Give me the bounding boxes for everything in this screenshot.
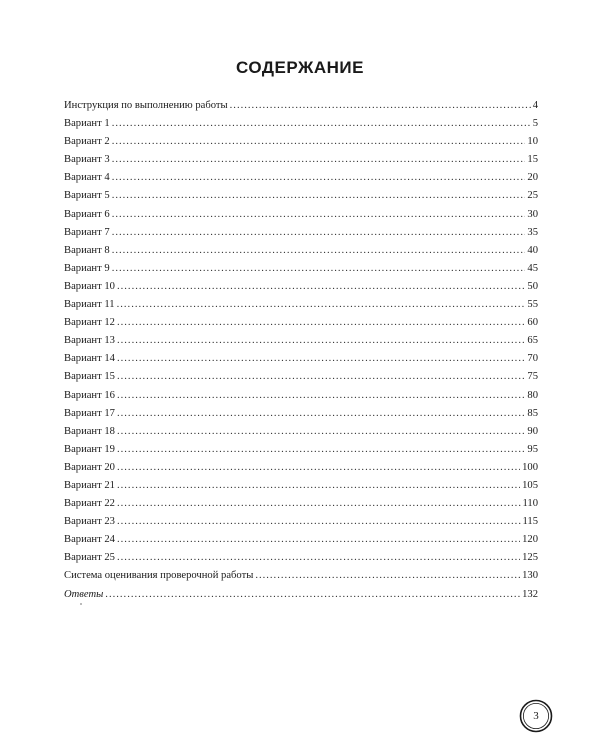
toc-entry-page: 100 (522, 461, 538, 473)
toc-dot-leader (117, 296, 526, 314)
toc-entry-page: 60 (527, 317, 538, 329)
toc-entry-page: 45 (527, 262, 538, 274)
toc-entry-page: 130 (522, 570, 538, 582)
toc-entry-label: Вариант 15 (64, 371, 115, 383)
toc-entry (64, 115, 538, 133)
toc-entry (64, 350, 538, 368)
toc-entry (64, 296, 538, 314)
toc-entry-page: 15 (527, 154, 538, 166)
toc-entry-page: 30 (527, 208, 538, 220)
toc-entry (64, 151, 538, 169)
toc-dot-leader (230, 97, 531, 115)
toc-entry-label: Вариант 7 (64, 226, 110, 238)
toc-dot-leader (112, 151, 526, 169)
toc-entry-page: 65 (527, 335, 538, 347)
toc-entry (64, 567, 538, 585)
toc-entry-label: Вариант 2 (64, 136, 110, 148)
toc-dot-leader (117, 549, 520, 567)
toc-entry-label: Система оценивания проверочной работы (64, 570, 254, 582)
toc-dot-leader (117, 477, 520, 495)
toc-entry (64, 332, 538, 350)
toc-entry-page: 80 (527, 389, 538, 401)
toc-entry (64, 441, 538, 459)
toc-entry-page: 40 (527, 244, 538, 256)
toc-entry-page: 20 (527, 172, 538, 184)
toc-entry-label: Вариант 11 (64, 299, 115, 311)
toc-entry-label: Вариант 24 (64, 534, 115, 546)
toc-dot-leader (117, 314, 525, 332)
toc-entry-label: Вариант 3 (64, 154, 110, 166)
toc-entry-page: 105 (522, 479, 538, 491)
toc-entry (64, 133, 538, 151)
toc-dot-leader (112, 224, 526, 242)
toc-entry (64, 387, 538, 405)
toc-entry-label: Вариант 20 (64, 461, 115, 473)
toc-entry (64, 405, 538, 423)
toc-entry (64, 187, 538, 205)
toc-dot-leader (117, 459, 520, 477)
toc-entry-page: 95 (527, 443, 538, 455)
toc-entry-page: 55 (527, 299, 538, 311)
toc-entry-page: 132 (522, 588, 538, 600)
toc-entry-label: Вариант 21 (64, 479, 115, 491)
toc-entry-page: 115 (522, 516, 538, 528)
toc-dot-leader (112, 115, 531, 133)
toc-dot-leader (117, 495, 521, 513)
toc-entry-page: 10 (527, 136, 538, 148)
toc-entry-label: Вариант 25 (64, 552, 115, 564)
toc-entry-page: 4 (532, 100, 538, 111)
toc-entry-label: Вариант 18 (64, 425, 115, 437)
page-number: 3 (533, 710, 539, 722)
toc-dot-leader (117, 405, 525, 423)
page-number-badge (519, 699, 553, 733)
toc-dot-leader (112, 242, 526, 260)
toc-dot-leader (117, 332, 525, 350)
toc-dot-leader (112, 133, 526, 151)
toc-entry (64, 495, 538, 513)
toc-entry-label: Ответы (64, 588, 104, 600)
toc-dot-leader (117, 531, 520, 549)
toc-entry-label: Вариант 6 (64, 208, 110, 220)
toc-dot-leader (117, 423, 525, 441)
toc-entry (64, 549, 538, 567)
toc-entry-page: 25 (527, 190, 538, 202)
page-title: СОДЕРЖАНИЕ (236, 58, 364, 77)
toc-entry-label: Вариант 23 (64, 516, 115, 528)
toc-entry-page: 85 (527, 407, 538, 419)
toc-entry-label: Вариант 12 (64, 317, 115, 329)
toc-dot-leader (117, 350, 525, 368)
toc-entry-label: Вариант 13 (64, 335, 115, 347)
toc-dot-leader (117, 387, 525, 405)
toc-dot-leader (117, 513, 521, 531)
toc-entry-label: Вариант 17 (64, 407, 115, 419)
toc-dot-leader (112, 169, 526, 187)
toc-entry-page: 120 (522, 534, 538, 546)
toc-entry-page: 110 (522, 498, 538, 510)
toc-entry (64, 423, 538, 441)
toc-entry (64, 368, 538, 386)
table-of-contents (64, 97, 538, 604)
toc-dot-leader (255, 567, 520, 585)
toc-entry-page: 70 (527, 353, 538, 365)
toc-entry (64, 513, 538, 531)
toc-dot-leader (112, 206, 526, 224)
toc-entry-page: 75 (527, 371, 538, 383)
toc-dot-leader (112, 260, 526, 278)
toc-entry-label: Вариант 19 (64, 443, 115, 455)
toc-entry (64, 477, 538, 495)
toc-entry-label: Вариант 5 (64, 190, 110, 202)
toc-dot-leader (117, 368, 525, 386)
toc-entry-page: 90 (527, 425, 538, 437)
toc-dot-leader (105, 586, 520, 604)
toc-entry (64, 459, 538, 477)
toc-entry (64, 169, 538, 187)
toc-entry-label: Вариант 16 (64, 389, 115, 401)
toc-entry-label: Инструкция по выполнению работы (64, 100, 228, 111)
toc-entry-label: Вариант 14 (64, 353, 115, 365)
toc-entry (64, 242, 538, 260)
toc-entry-page: 35 (527, 226, 538, 238)
toc-dot-leader (117, 441, 525, 459)
toc-entry-page: 50 (527, 280, 538, 292)
toc-entry (64, 97, 538, 115)
toc-entry-page: 5 (532, 118, 538, 130)
scan-speck (80, 603, 82, 605)
toc-entry (64, 586, 538, 604)
toc-dot-leader (117, 278, 525, 296)
toc-dot-leader (112, 187, 526, 205)
toc-entry-page: 125 (522, 552, 538, 564)
toc-entry-label: Вариант 22 (64, 498, 115, 510)
toc-entry-label: Вариант 9 (64, 262, 110, 274)
toc-entry (64, 224, 538, 242)
toc-entry-label: Вариант 10 (64, 280, 115, 292)
toc-entry-label: Вариант 4 (64, 172, 110, 184)
toc-entry (64, 260, 538, 278)
toc-entry (64, 314, 538, 332)
toc-entry-label: Вариант 8 (64, 244, 110, 256)
toc-entry (64, 206, 538, 224)
toc-entry (64, 278, 538, 296)
toc-entry-label: Вариант 1 (64, 118, 110, 130)
toc-entry (64, 531, 538, 549)
